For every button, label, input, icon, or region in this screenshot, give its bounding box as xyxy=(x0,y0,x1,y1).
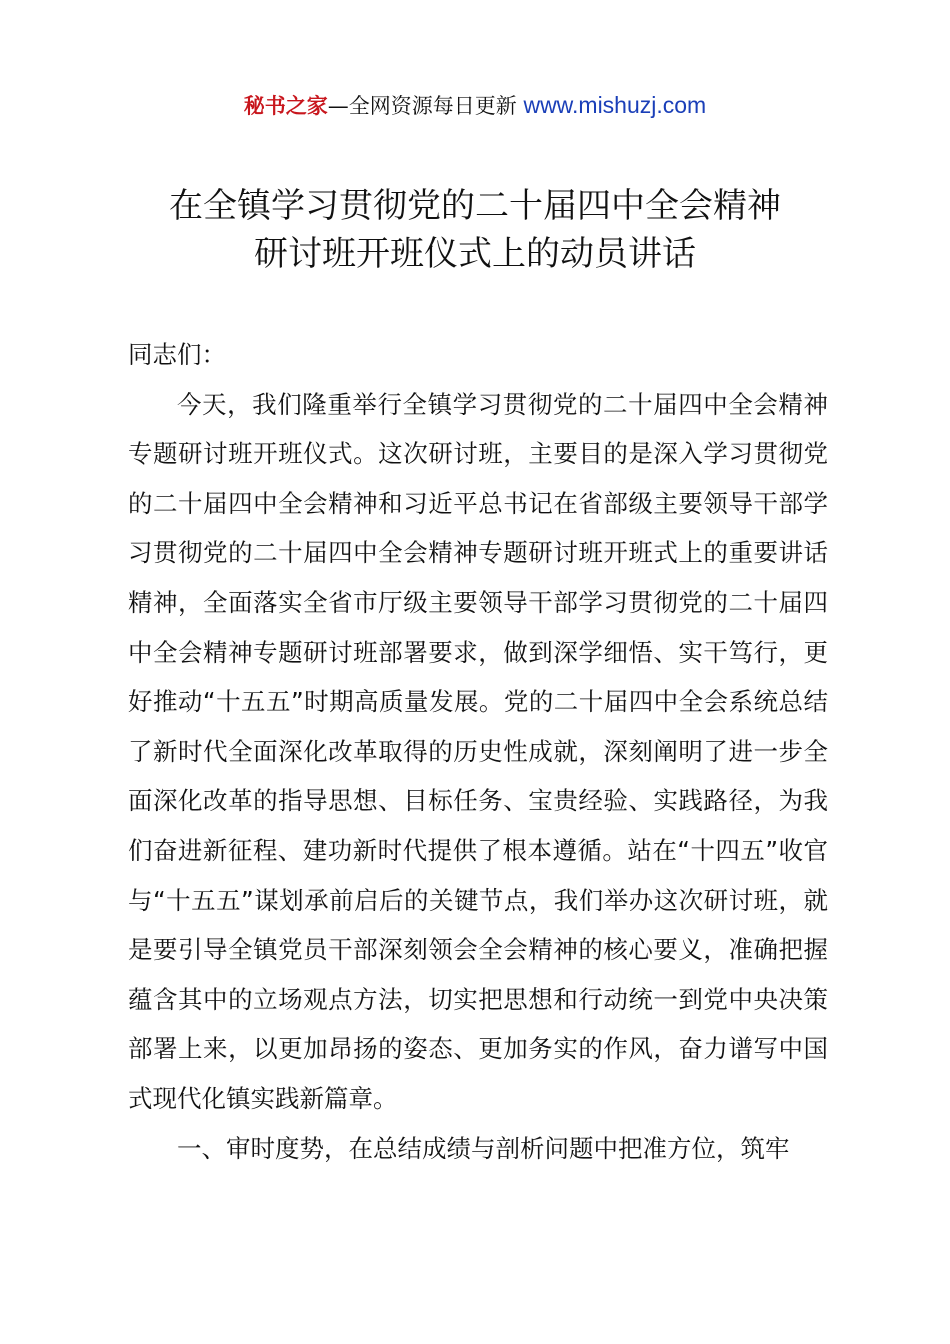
site-brand: 秘书之家 xyxy=(243,94,328,118)
title-line-2: 研讨班开班仪式上的动员讲话 xyxy=(254,234,696,274)
paragraph-intro: 今天，我们隆重举行全镇学习贯彻党的二十届四中全会精神专题研讨班开班仪式。这次研讨班，主要目的是深入学习贯彻党的二十届四中全会精神和习近平总书记在省部级主要领导干部学习贯彻党的二十届四中全会精神专题研讨班开班式上的重要讲话精神，全面落实全省市厅级主要领导干部学习贯彻党的二十届四中全会精神专题研讨班部署要求，做到深学细悟、实干笃行，更好推动“十五五”时期高质量发展。党的二十届四中全会系统总结了新时代全面深化改革取得的历史性成就，深刻阐明了进一步全面深化改革的指导思想、目标任务、宝贵经验、实践路径，为我们奋进新征程、建功新时代提供了根本遵循。站在“十四五”收官与“十五五”谋划承前启后的关键节点，我们举办这次研讨班，就是要引导全镇党员干部深刻领会全会精神的核心要义，准确把握蕴含其中的立场观点方法，切实把思想和行动统一到党中央决策部署上来，以更加昂扬的姿态、更加务实的作风，奋力谱写中国式现代化镇实践新篇章。 xyxy=(128,389,828,1113)
document-body xyxy=(128,330,828,1173)
title-line-1: 在全镇学习贯彻党的二十届四中全会精神 xyxy=(169,186,781,226)
site-slogan: —全网资源每日更新 xyxy=(327,94,517,118)
document-title xyxy=(0,182,950,278)
site-url-link[interactable]: www.mishuzj.com xyxy=(523,92,707,118)
site-header xyxy=(0,88,950,123)
salutation: 同志们： xyxy=(128,340,226,369)
section-heading-1: 一、审时度势，在总结成绩与剖析问题中把准方位，筑牢 xyxy=(177,1133,790,1163)
